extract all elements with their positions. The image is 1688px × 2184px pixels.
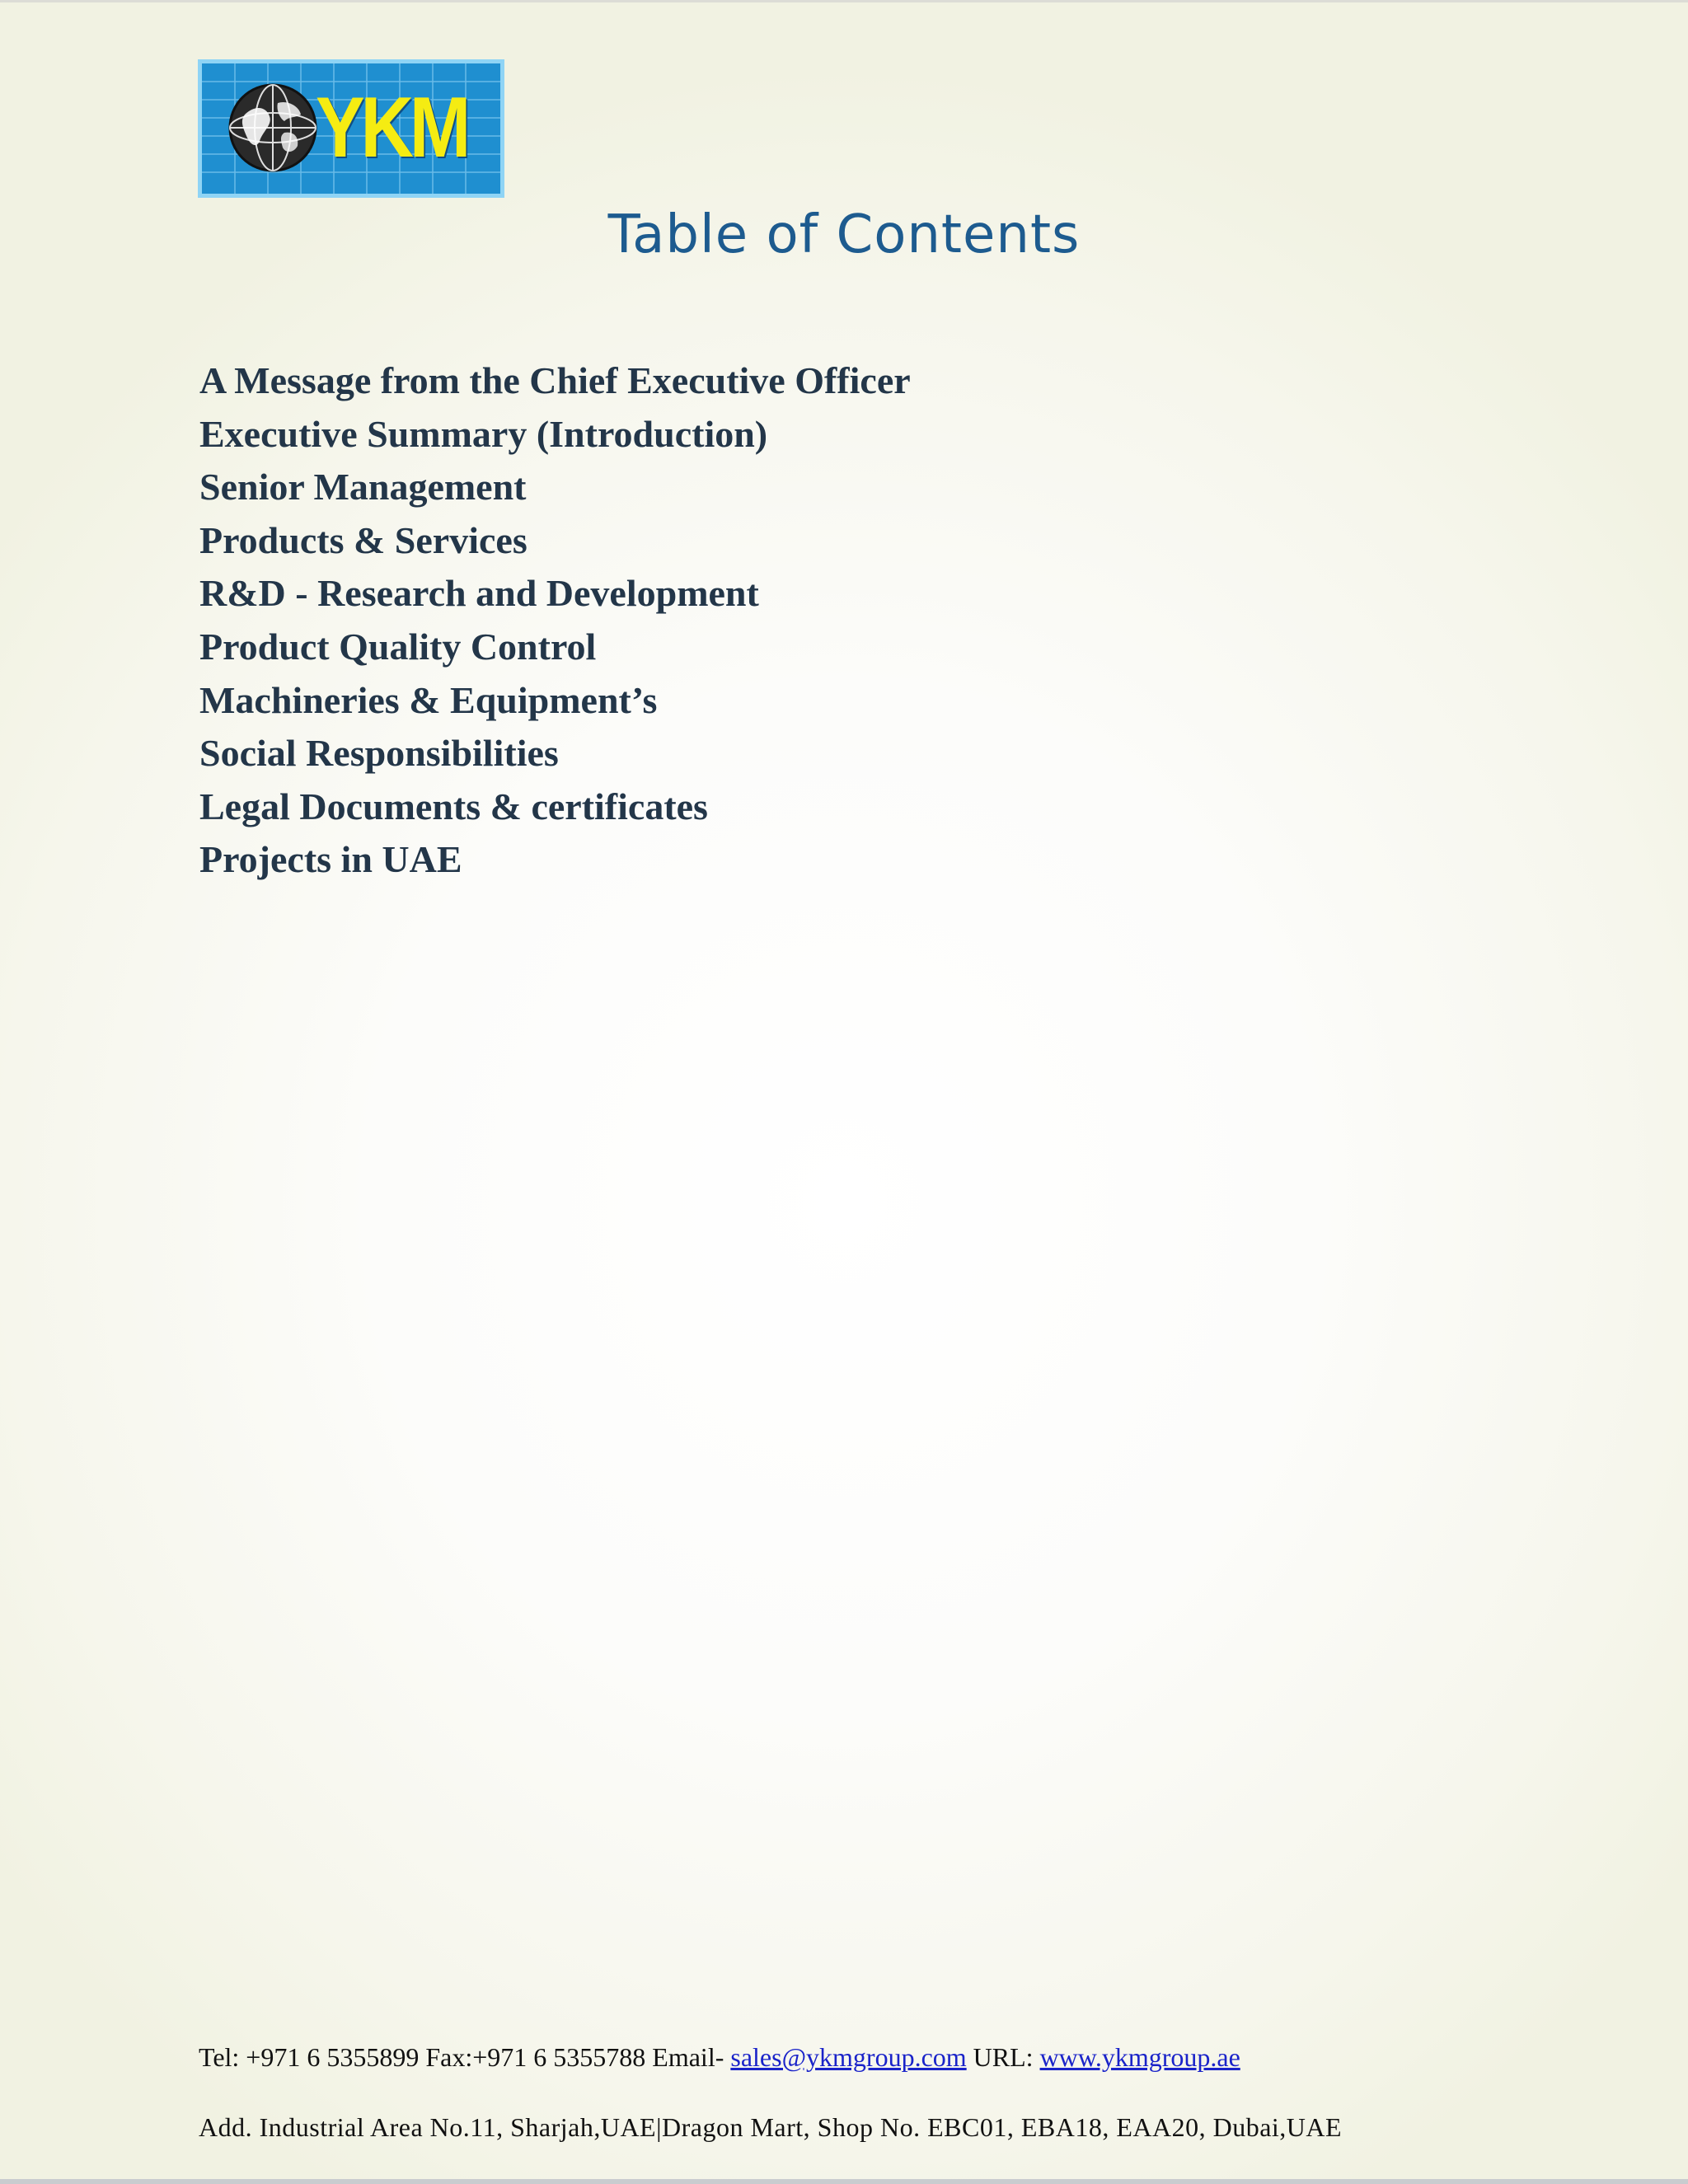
toc-item[interactable] (0, 674, 1071, 727)
toc-item-title: Projects in UAE (199, 838, 462, 881)
website-link[interactable]: www.ykmgroup.ae (1039, 2042, 1240, 2072)
toc-item-title: R&D - Research and Development (199, 572, 759, 615)
footer-url-label: URL: (966, 2042, 1040, 2072)
email-link[interactable]: sales@ykmgroup.com (730, 2042, 967, 2072)
toc-item-title: Products & Services (199, 518, 528, 561)
top-border (0, 0, 1688, 2)
page-title: Table of Contents (607, 204, 1081, 265)
toc-item[interactable] (0, 567, 1071, 620)
logo-text: YKM (316, 80, 467, 176)
toc-item[interactable] (0, 408, 1071, 461)
company-logo (198, 59, 504, 198)
toc-item-title: Legal Documents & certificates (199, 785, 708, 827)
bottom-border (0, 2179, 1688, 2184)
toc-item[interactable] (0, 354, 1071, 407)
toc-item[interactable] (0, 780, 1071, 833)
toc-item-title: Senior Management (199, 466, 527, 509)
toc-item-title: Machineries & Equipment’s (199, 678, 658, 721)
toc-item-title: Social Responsibilities (199, 732, 559, 775)
footer-contact-line (199, 2042, 1240, 2073)
toc-item-title: Product Quality Control (199, 626, 597, 668)
toc-item-title: Executive Summary (Introduction) (199, 412, 768, 455)
toc-item[interactable] (0, 727, 1071, 780)
toc-item[interactable] (0, 621, 1071, 673)
footer-address: Add. Industrial Area No.11, Sharjah,UAE|Dragon Mart, Shop No. EBC01, EBA18, EAA20, Dubai,UAE (199, 2112, 1343, 2142)
toc-item[interactable] (0, 833, 1071, 886)
toc-item[interactable] (0, 514, 1071, 567)
toc-item[interactable] (0, 461, 1071, 513)
globe-icon (227, 82, 319, 174)
footer-contact-text: Tel: +971 6 5355899 Fax:+971 6 5355788 Email- (199, 2042, 731, 2072)
toc-item-title: A Message from the Chief Executive Officer (199, 359, 911, 401)
